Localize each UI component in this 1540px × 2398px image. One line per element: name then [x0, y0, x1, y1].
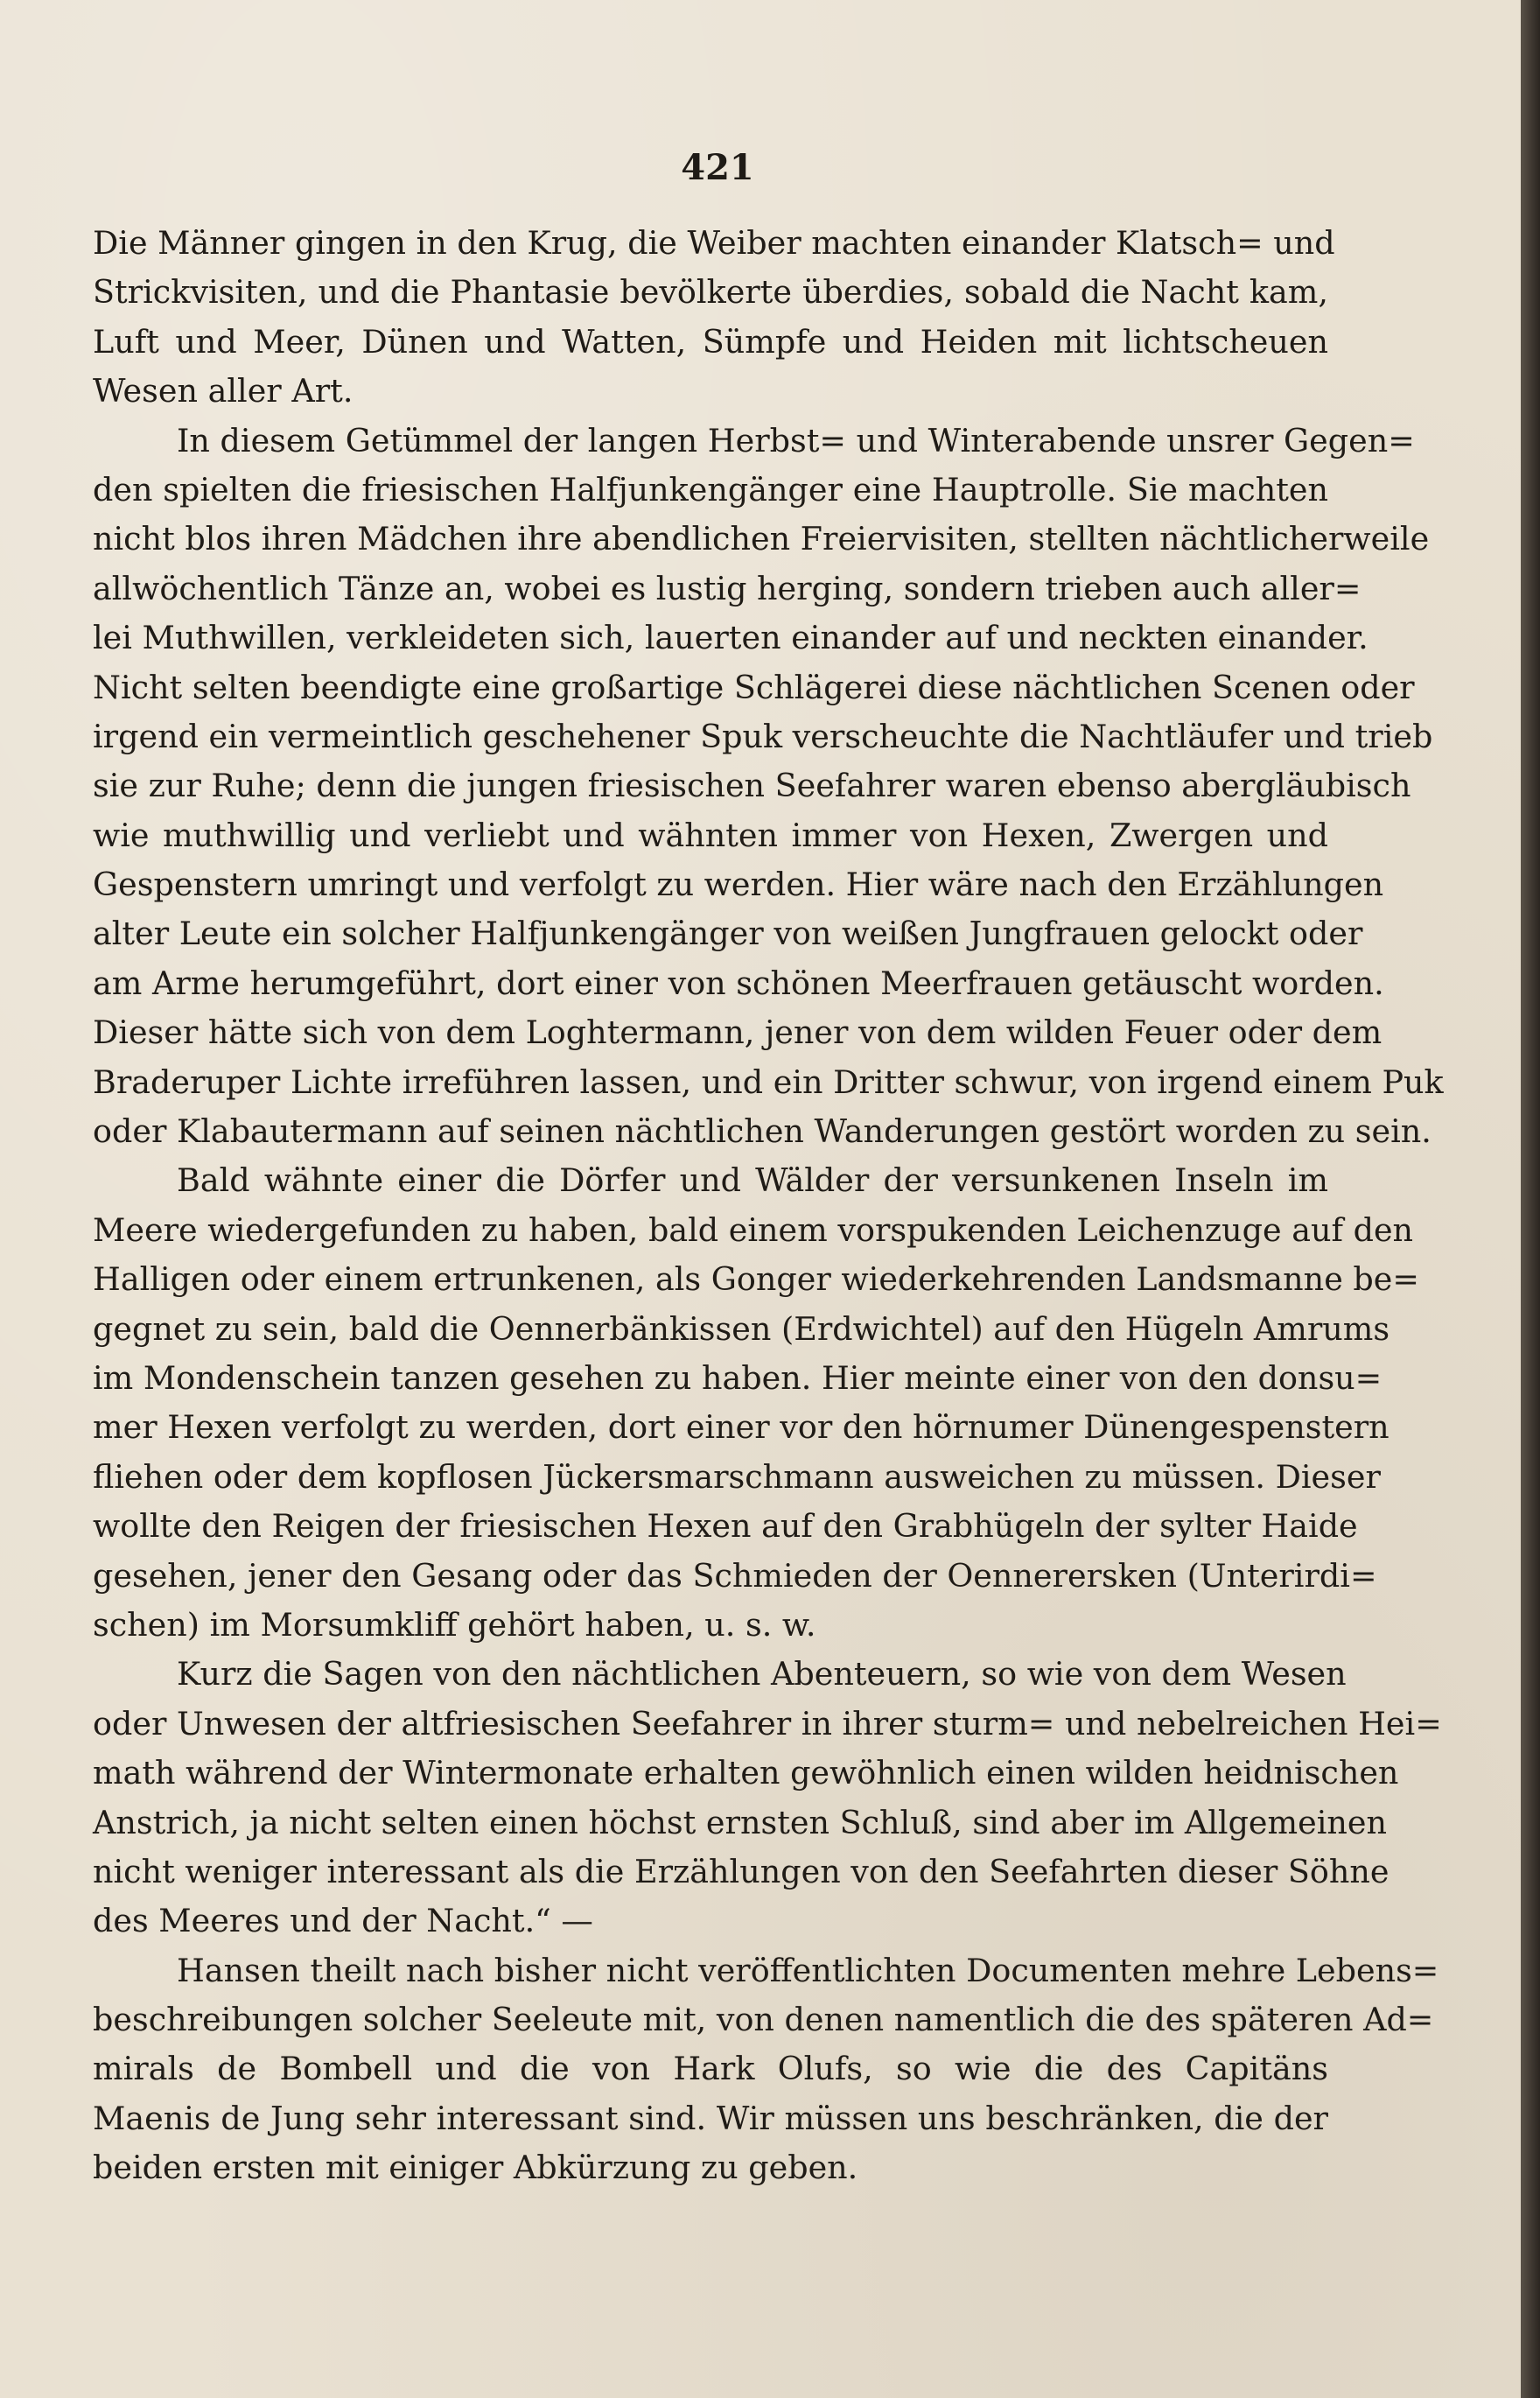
page-number: 421	[681, 147, 754, 188]
text-line: irgend ein vermeintlich geschehener Spuk verscheuchte die Nachtläufer und trieb	[93, 717, 1433, 755]
text-line: Bald wähnte einer die Dörfer und Wälder der versunkenen Inseln im	[177, 1161, 1328, 1200]
body-text	[93, 219, 1444, 2193]
text-line: wie muthwillig und verliebt und wähnten immer von Hexen, Zwergen und	[93, 816, 1328, 854]
text-line: Strickvisiten, und die Phantasie bevölkerte überdies, sobald die Nacht kam,	[93, 273, 1328, 312]
text-line: In diesem Getümmel der langen Herbst= und Winterabende unsrer Gegen=	[177, 421, 1415, 459]
text-line: Kurz die Sagen von den nächtlichen Abenteuern, so wie von dem Wesen	[177, 1655, 1347, 1693]
text-line: Anstrich, ja nicht selten einen höchst ernsten Schluß, sind aber im Allgemeinen	[93, 1803, 1388, 1841]
text-line: fliehen oder dem kopflosen Jückersmarschmann ausweichen zu müssen. Dieser	[93, 1457, 1381, 1496]
text-line: Maenis de Jung sehr interessant sind. Wir müssen uns beschränken, die der	[93, 2099, 1328, 2137]
text-line: Braderuper Lichte irreführen lassen, und ein Dritter schwur, von irgend einem Puk	[93, 1062, 1444, 1101]
text-line: alter Leute ein solcher Halfjunkengänger von weißen Jungfrauen gelockt oder	[93, 915, 1363, 953]
text-line: gesehen, jener den Gesang oder das Schmieden der Oennerersken (Unterirdi=	[93, 1556, 1377, 1595]
text-line: Nicht selten beendigte eine großartige Schlägerei diese nächtlichen Scenen oder	[93, 668, 1415, 706]
text-line: Wesen aller Art.	[93, 372, 354, 410]
text-line: Gespenstern umringt und verfolgt zu werden. Hier wäre nach den Erzählungen	[93, 866, 1384, 904]
text-line: des Meeres und der Nacht.“ —	[93, 1902, 593, 1940]
text-line: lei Muthwillen, verkleideten sich, lauerten einander auf und neckten einander.	[93, 619, 1368, 657]
text-line: oder Klabautermann auf seinen nächtlichen Wanderungen gestört worden zu sein.	[93, 1112, 1432, 1151]
text-line: Hansen theilt nach bisher nicht veröffentlichten Documenten mehre Lebens=	[177, 1951, 1439, 1989]
page-edge-shadow	[1521, 0, 1540, 2398]
text-line: allwöchentlich Tänze an, wobei es lustig herging, sondern trieben auch aller=	[93, 569, 1362, 607]
text-line: nicht blos ihren Mädchen ihre abendlichen Freiervisiten, stellten nächtlicherweile	[93, 520, 1430, 558]
text-line: math während der Wintermonate erhalten gewöhnlich einen wilden heidnischen	[93, 1754, 1399, 1792]
text-line: nicht weniger interessant als die Erzählungen von den Seefahrten dieser Söhne	[93, 1852, 1390, 1890]
text-line: beschreibungen solcher Seeleute mit, von denen namentlich die des späteren Ad=	[93, 2001, 1434, 2039]
text-line: Dieser hätte sich von dem Loghtermann, jener von dem wilden Feuer oder dem	[93, 1013, 1382, 1052]
text-line: Luft und Meer, Dünen und Watten, Sümpfe und Heiden mit lichtscheuen	[93, 322, 1328, 361]
text-line: beiden ersten mit einiger Abkürzung zu geben.	[93, 2149, 858, 2187]
text-line: Die Männer gingen in den Krug, die Weiber machten einander Klatsch= und	[93, 224, 1335, 262]
text-line: im Mondenschein tanzen gesehen zu haben. Hier meinte einer von den donsu=	[93, 1358, 1382, 1397]
text-line: mer Hexen verfolgt zu werden, dort einer vor den hörnumer Dünengespenstern	[93, 1408, 1390, 1447]
text-line: gegnet zu sein, bald die Oennerbänkissen (Erdwichtel) auf den Hügeln Amrums	[93, 1309, 1390, 1348]
text-line: Meere wiedergefunden zu haben, bald einem vorspukenden Leichenzuge auf den	[93, 1210, 1414, 1249]
text-line: wollte den Reigen der friesischen Hexen auf den Grabhügeln der sylter Haide	[93, 1507, 1358, 1546]
text-line: mirals de Bombell und die von Hark Olufs, so wie die des Capitäns	[93, 2050, 1328, 2088]
text-line: schen) im Morsumkliff gehört haben, u. s. w.	[93, 1605, 816, 1644]
text-line: oder Unwesen der altfriesischen Seefahrer in ihrer sturm= und nebelreichen Hei=	[93, 1704, 1442, 1742]
text-line: Halligen oder einem ertrunkenen, als Gonger wiederkehrenden Landsmanne be=	[93, 1260, 1419, 1299]
text-line: am Arme herumgeführt, dort einer von schönen Meerfrauen getäuscht worden.	[93, 964, 1384, 1002]
text-line: den spielten die friesischen Halfjunkengänger eine Hauptrolle. Sie machten	[93, 470, 1328, 508]
text-line: sie zur Ruhe; denn die jungen friesischen Seefahrer waren ebenso abergläubisch	[93, 767, 1411, 805]
